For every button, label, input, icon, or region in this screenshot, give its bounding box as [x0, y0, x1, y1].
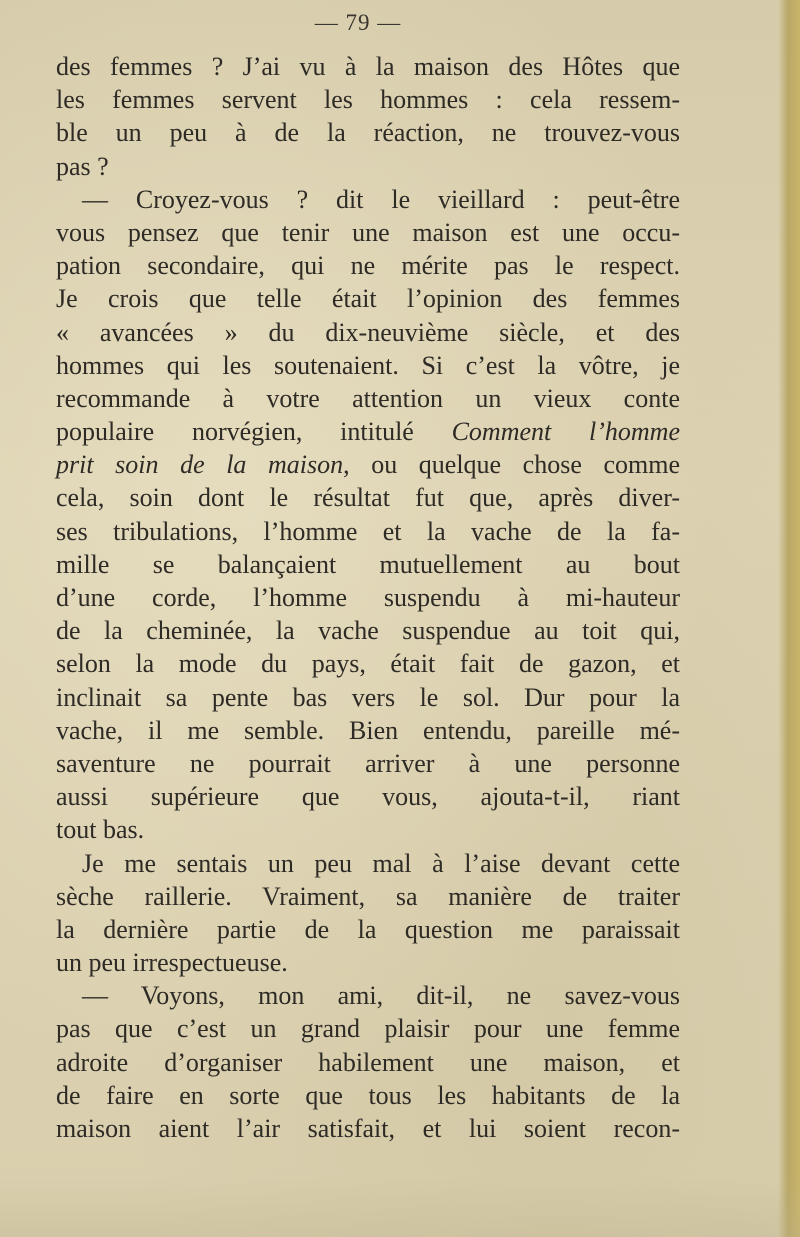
page-number: — 79 —: [314, 10, 402, 35]
text-line: Je crois que telle était l’opinion des femmes: [56, 284, 680, 314]
text-line: des femmes ? J’ai vu à la maison des Hôtes que: [56, 52, 680, 81]
text-line: pas que c’est un grand plaisir pour une femme: [56, 1014, 680, 1044]
text-line: maison aient l’air satisfait, et lui soient recon-: [56, 1114, 680, 1143]
text-line: saventure ne pourrait arriver à une personne: [56, 748, 680, 778]
text-line: — Croyez-vous ? dit le vieillard : peut-être: [82, 184, 680, 214]
text-line: un peu irrespectueuse.: [56, 948, 288, 978]
text-line: adroite d’organiser habilement une maison, et: [56, 1047, 680, 1077]
italic-title-segment: Comment l’homme: [451, 417, 680, 447]
text-line: « avancées » du dix-neuvième siècle, et des: [56, 317, 680, 347]
body-text: [56, 50, 680, 1145]
text-line: sèche raillerie. Vraiment, sa manière de traiter: [56, 881, 680, 911]
text-segment: , ou quelque chose comme: [343, 450, 680, 480]
text-line: pation secondaire, qui ne mérite pas le respect.: [56, 251, 680, 281]
text-line: [56, 448, 680, 481]
text-line: tout bas.: [56, 815, 145, 845]
text-line: de faire en sorte que tous les habitants de la: [56, 1080, 680, 1110]
text-line: recommande à votre attention un vieux conte: [56, 383, 680, 413]
text-line: la dernière partie de la question me paraissait: [56, 914, 680, 944]
text-line: cela, soin dont le résultat fut que, après diver-: [56, 483, 680, 513]
text-line: pas ?: [56, 151, 109, 181]
italic-title-segment: prit soin de la maison: [56, 450, 344, 480]
text-line: de la cheminée, la vache suspendue au toit qui,: [56, 616, 680, 646]
text-line: Je me sentais un peu mal à l’aise devant cette: [82, 848, 680, 878]
text-line: ble un peu à de la réaction, ne trouvez-vous: [56, 118, 680, 148]
text-line: — Voyons, mon ami, dit-il, ne savez-vous: [82, 981, 680, 1011]
text-line: inclinait sa pente bas vers le sol. Dur pour la: [56, 682, 680, 712]
text-line: les femmes servent les hommes : cela ressem-: [56, 85, 680, 115]
text-line: aussi supérieure que vous, ajouta-t-il, riant: [56, 782, 680, 812]
text-line: d’une corde, l’homme suspendu à mi-hauteur: [56, 583, 680, 612]
text-line: vache, il me semble. Bien entendu, pareille mé-: [56, 715, 680, 745]
text-line: selon la mode du pays, était fait de gazon, et: [56, 649, 680, 679]
text-line: [56, 415, 680, 448]
text-line: hommes qui les soutenaient. Si c’est la vôtre, je: [56, 350, 680, 380]
text-segment: populaire norvégien, intitulé: [56, 417, 452, 447]
page-edge-shadow: [778, 0, 800, 1237]
text-line: mille se balançaient mutuellement au bout: [56, 549, 680, 579]
page-bottom-shade: [0, 1177, 800, 1237]
text-line: vous pensez que tenir une maison est une occu-: [56, 217, 680, 247]
text-line: ses tribulations, l’homme et la vache de la fa-: [56, 516, 680, 546]
